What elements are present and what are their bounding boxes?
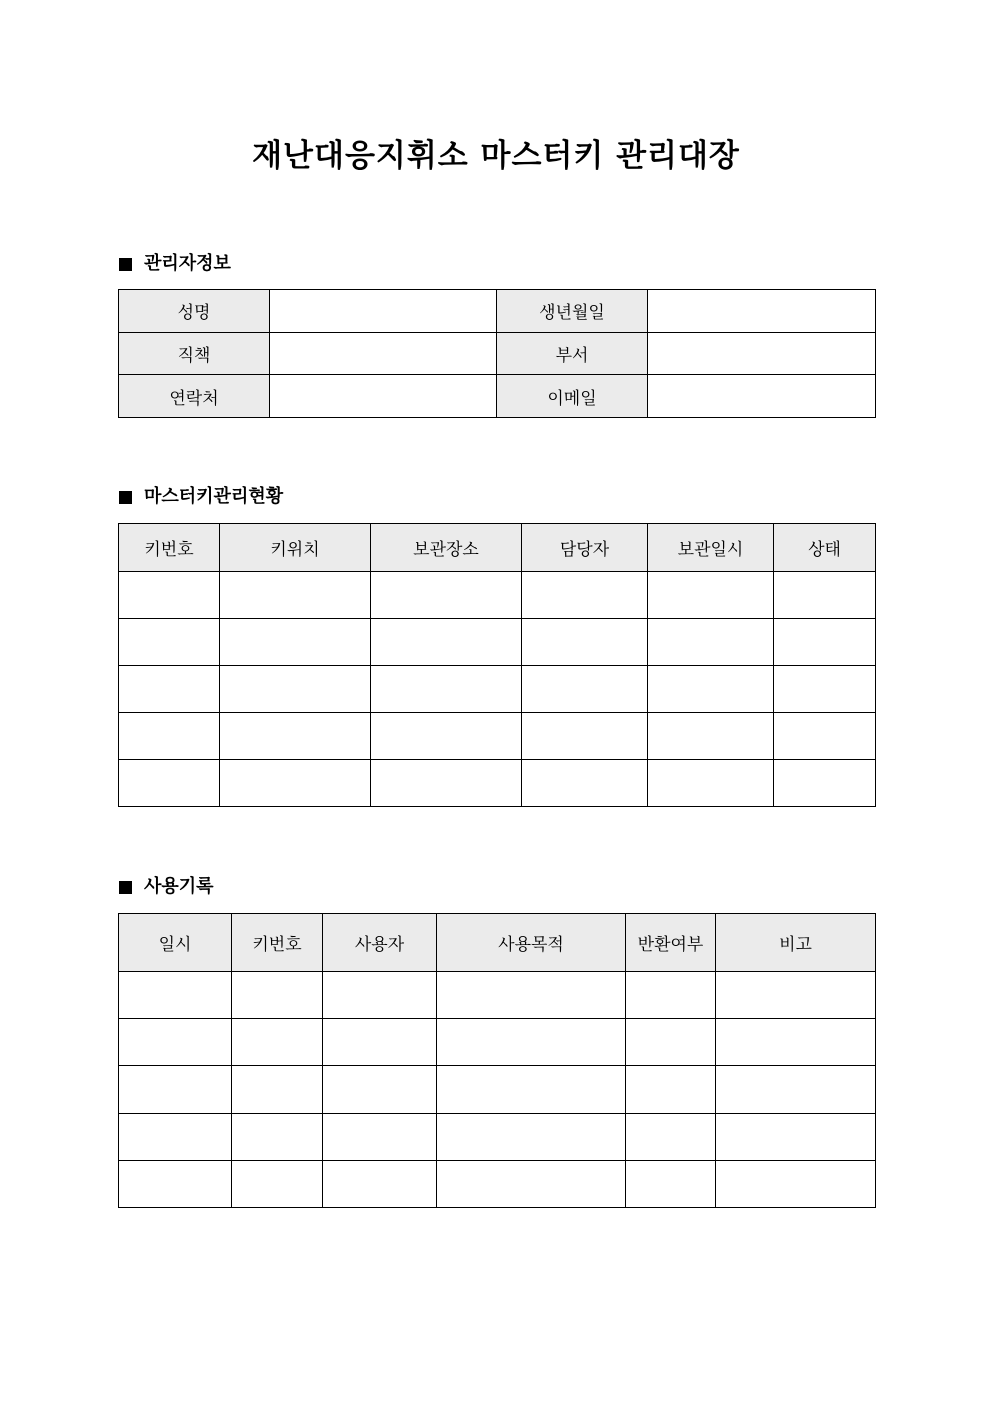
table-cell[interactable] xyxy=(648,666,774,713)
table-cell[interactable] xyxy=(232,972,323,1019)
label-contact: 연락처 xyxy=(119,375,270,418)
table-cell[interactable] xyxy=(774,572,876,619)
table-cell[interactable] xyxy=(522,713,648,760)
table-header-row xyxy=(119,914,876,972)
table-cell[interactable] xyxy=(716,1113,876,1160)
table-cell[interactable] xyxy=(648,760,774,807)
square-bullet-icon xyxy=(119,491,132,504)
department-field[interactable] xyxy=(648,332,876,375)
table-row xyxy=(119,375,876,418)
section-heading-manager-info xyxy=(119,252,231,276)
table-cell[interactable] xyxy=(323,972,437,1019)
column-header: 반환여부 xyxy=(626,914,716,972)
manager-info-table xyxy=(118,289,876,418)
table-row xyxy=(119,290,876,333)
table-row xyxy=(119,713,876,760)
table-cell[interactable] xyxy=(232,1160,323,1207)
column-header: 사용자 xyxy=(323,914,437,972)
section-title: 마스터키관리현황 xyxy=(144,486,284,507)
table-cell[interactable] xyxy=(119,1160,232,1207)
table-cell[interactable] xyxy=(716,1066,876,1113)
column-header: 상태 xyxy=(774,524,876,572)
table-row xyxy=(119,666,876,713)
table-cell[interactable] xyxy=(232,1066,323,1113)
table-cell[interactable] xyxy=(522,760,648,807)
contact-field[interactable] xyxy=(270,375,497,418)
table-cell[interactable] xyxy=(119,1113,232,1160)
position-field[interactable] xyxy=(270,332,497,375)
table-header-row xyxy=(119,524,876,572)
table-cell[interactable] xyxy=(716,1160,876,1207)
table-cell[interactable] xyxy=(220,713,371,760)
page-title: 재난대응지휘소 마스터키 관리대장 xyxy=(252,138,740,174)
label-department: 부서 xyxy=(497,332,648,375)
table-row xyxy=(119,1019,876,1066)
table-cell[interactable] xyxy=(648,572,774,619)
table-row xyxy=(119,572,876,619)
name-field[interactable] xyxy=(270,290,497,333)
table-cell[interactable] xyxy=(626,1066,716,1113)
table-row xyxy=(119,972,876,1019)
table-cell[interactable] xyxy=(626,1113,716,1160)
key-status-table xyxy=(118,523,876,807)
table-cell[interactable] xyxy=(774,713,876,760)
section-title: 관리자정보 xyxy=(144,253,231,274)
table-cell[interactable] xyxy=(119,1019,232,1066)
table-cell[interactable] xyxy=(119,572,220,619)
table-cell[interactable] xyxy=(437,1066,626,1113)
table-row xyxy=(119,332,876,375)
table-cell[interactable] xyxy=(437,972,626,1019)
square-bullet-icon xyxy=(119,881,132,894)
birthdate-field[interactable] xyxy=(648,290,876,333)
table-cell[interactable] xyxy=(522,619,648,666)
table-cell[interactable] xyxy=(648,713,774,760)
table-cell[interactable] xyxy=(437,1113,626,1160)
table-cell[interactable] xyxy=(119,666,220,713)
column-header: 보관일시 xyxy=(648,524,774,572)
label-email: 이메일 xyxy=(497,375,648,418)
table-cell[interactable] xyxy=(522,666,648,713)
table-cell[interactable] xyxy=(371,666,522,713)
column-header: 키번호 xyxy=(119,524,220,572)
column-header: 보관장소 xyxy=(371,524,522,572)
table-cell[interactable] xyxy=(220,760,371,807)
table-row xyxy=(119,760,876,807)
table-cell[interactable] xyxy=(323,1160,437,1207)
label-birthdate: 생년월일 xyxy=(497,290,648,333)
table-cell[interactable] xyxy=(220,619,371,666)
column-header: 담당자 xyxy=(522,524,648,572)
table-cell[interactable] xyxy=(371,619,522,666)
table-cell[interactable] xyxy=(626,1019,716,1066)
table-cell[interactable] xyxy=(220,572,371,619)
column-header: 키위치 xyxy=(220,524,371,572)
table-cell[interactable] xyxy=(371,572,522,619)
table-cell[interactable] xyxy=(119,972,232,1019)
column-header: 사용목적 xyxy=(437,914,626,972)
table-cell[interactable] xyxy=(119,713,220,760)
usage-log-table xyxy=(118,913,876,1208)
table-cell[interactable] xyxy=(716,972,876,1019)
table-cell[interactable] xyxy=(220,666,371,713)
label-position: 직책 xyxy=(119,332,270,375)
column-header: 일시 xyxy=(119,914,232,972)
section-heading-key-status xyxy=(119,485,283,509)
table-cell[interactable] xyxy=(774,666,876,713)
table-cell[interactable] xyxy=(371,760,522,807)
table-cell[interactable] xyxy=(323,1066,437,1113)
label-name: 성명 xyxy=(119,290,270,333)
table-cell[interactable] xyxy=(437,1019,626,1066)
column-header: 비고 xyxy=(716,914,876,972)
table-cell[interactable] xyxy=(371,713,522,760)
email-field[interactable] xyxy=(648,375,876,418)
table-cell[interactable] xyxy=(774,619,876,666)
table-row xyxy=(119,619,876,666)
table-cell[interactable] xyxy=(119,619,220,666)
table-cell[interactable] xyxy=(232,1113,323,1160)
table-cell[interactable] xyxy=(232,1019,323,1066)
table-cell[interactable] xyxy=(119,1066,232,1113)
table-cell[interactable] xyxy=(716,1019,876,1066)
table-row xyxy=(119,1113,876,1160)
table-cell[interactable] xyxy=(774,760,876,807)
table-row xyxy=(119,1066,876,1113)
column-header: 키번호 xyxy=(232,914,323,972)
table-cell[interactable] xyxy=(626,972,716,1019)
section-heading-usage-log xyxy=(119,875,214,899)
table-cell[interactable] xyxy=(437,1160,626,1207)
table-row xyxy=(119,1160,876,1207)
table-cell[interactable] xyxy=(522,572,648,619)
table-cell[interactable] xyxy=(626,1160,716,1207)
section-title: 사용기록 xyxy=(144,876,214,897)
table-cell[interactable] xyxy=(323,1019,437,1066)
square-bullet-icon xyxy=(119,258,132,271)
table-cell[interactable] xyxy=(648,619,774,666)
table-cell[interactable] xyxy=(323,1113,437,1160)
table-cell[interactable] xyxy=(119,760,220,807)
